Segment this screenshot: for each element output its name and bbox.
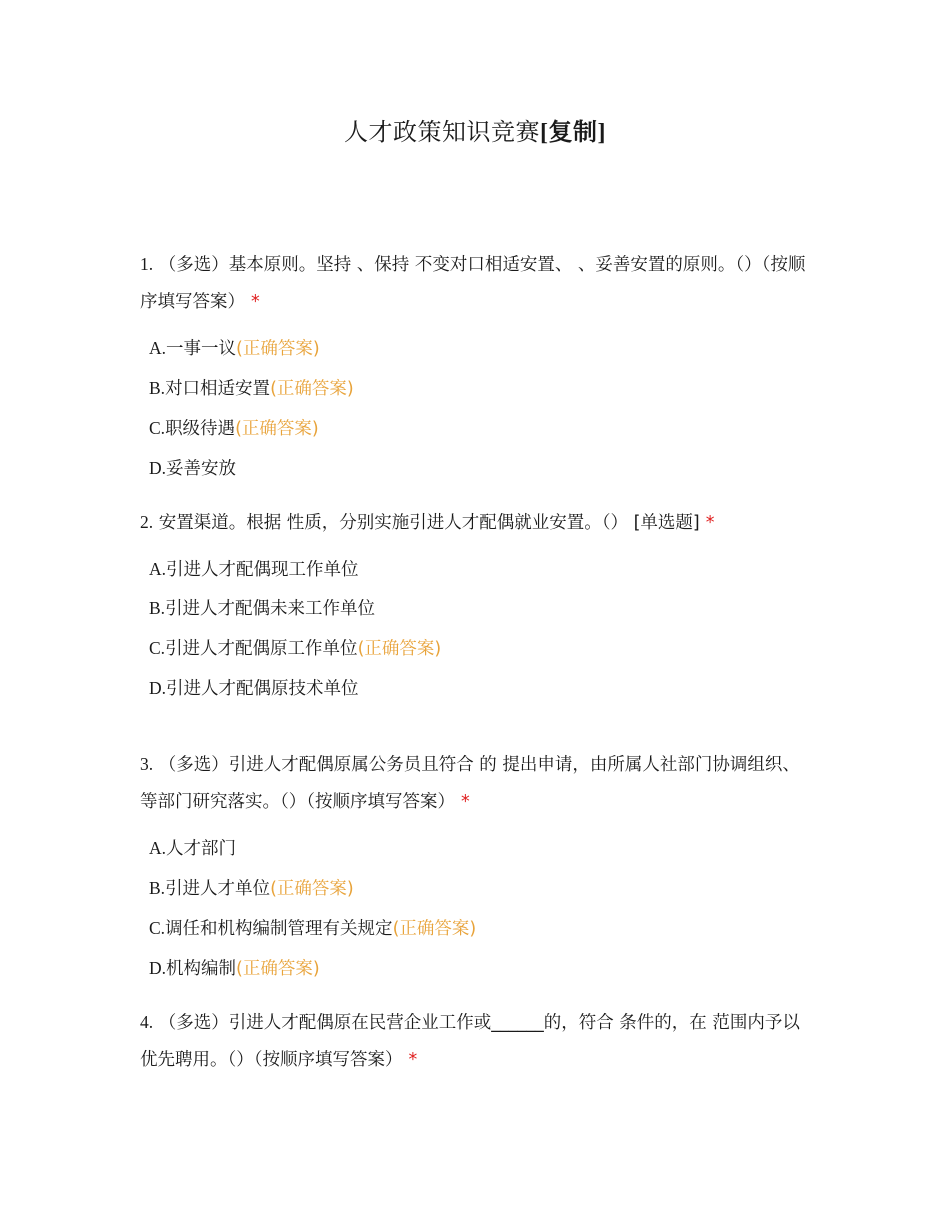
correct-answer-tag: (正确答案): [236, 959, 320, 979]
question-1: [140, 246, 810, 321]
correct-answer-tag: (正确答案): [270, 879, 354, 899]
option-1c[interactable]: [149, 416, 319, 441]
question-number: 3.: [140, 754, 154, 774]
option-1b[interactable]: [149, 376, 354, 401]
correct-answer-tag: (正确答案): [235, 419, 319, 439]
option-1d[interactable]: [149, 456, 236, 481]
correct-answer-tag: (正确答案): [392, 919, 477, 939]
option-text: 一事一议: [166, 339, 237, 359]
page-title: [0, 112, 950, 147]
option-letter: D.: [149, 458, 167, 478]
required-marker: *: [705, 513, 715, 533]
option-text: 机构编制: [166, 959, 237, 979]
option-text: 引进人才配偶原技术单位: [166, 679, 359, 699]
option-text: 调任和机构编制管理有关规定: [165, 919, 393, 939]
option-letter: B.: [149, 878, 166, 898]
option-letter: A.: [149, 838, 167, 858]
question-text: （多选）基本原则。坚持 、保持 不变对口相适安置、 、妥善安置的原则。（）（按顺序填写答案）: [140, 255, 806, 312]
required-marker: *: [408, 1050, 418, 1070]
question-2: [140, 504, 810, 542]
option-letter: B.: [149, 598, 166, 618]
title-text: 人才政策知识竞赛: [344, 120, 540, 146]
question-number: 1.: [140, 254, 154, 274]
option-letter: C.: [149, 418, 166, 438]
option-text: 引进人才单位: [165, 879, 271, 899]
option-letter: B.: [149, 378, 166, 398]
required-marker: *: [251, 292, 260, 312]
option-2c[interactable]: [149, 636, 441, 661]
required-marker: *: [461, 792, 470, 812]
correct-answer-tag: (正确答案): [270, 379, 354, 399]
option-text: 对口相适安置: [165, 379, 271, 399]
option-3b[interactable]: [149, 876, 354, 901]
option-3a[interactable]: [149, 836, 236, 861]
option-letter: C.: [149, 638, 166, 658]
option-letter: D.: [149, 958, 167, 978]
question-text: （多选）引进人才配偶原属公务员且符合 的 提出申请，由所属人社部门协调组织、 等部门研究落实。（）（按顺序填写答案）: [140, 755, 800, 812]
option-letter: D.: [149, 678, 167, 698]
correct-answer-tag: (正确答案): [357, 639, 442, 659]
option-text: 引进人才配偶原工作单位: [165, 639, 358, 659]
option-text: 引进人才配偶现工作单位: [166, 560, 359, 580]
question-text: 安置渠道。根据 性质，分别实施引进人才配偶就业安置。（） [单选题]: [158, 513, 700, 533]
option-2d[interactable]: [149, 676, 359, 701]
option-text: 人才部门: [166, 839, 237, 859]
option-letter: A.: [149, 559, 167, 579]
option-1a[interactable]: [149, 336, 320, 361]
option-text: 引进人才配偶未来工作单位: [165, 599, 376, 619]
option-letter: C.: [149, 918, 166, 938]
option-3c[interactable]: [149, 916, 476, 941]
option-2a[interactable]: [149, 557, 359, 582]
question-number: 4.: [140, 1012, 154, 1032]
option-3d[interactable]: [149, 956, 320, 981]
question-number: 2.: [140, 512, 154, 532]
question-3: [140, 746, 810, 821]
option-2b[interactable]: [149, 596, 375, 621]
correct-answer-tag: (正确答案): [236, 339, 320, 359]
question-text: （多选）引进人才配偶原在民营企业工作或______的，符合 条件的，在 范围内予以优先聘用。（）（按顺序填写答案）: [140, 1013, 800, 1070]
option-letter: A.: [149, 338, 167, 358]
option-text: 妥善安放: [166, 459, 237, 479]
title-copy-tag: [复制]: [540, 120, 606, 146]
question-4: [140, 1004, 810, 1079]
option-text: 职级待遇: [165, 419, 236, 439]
